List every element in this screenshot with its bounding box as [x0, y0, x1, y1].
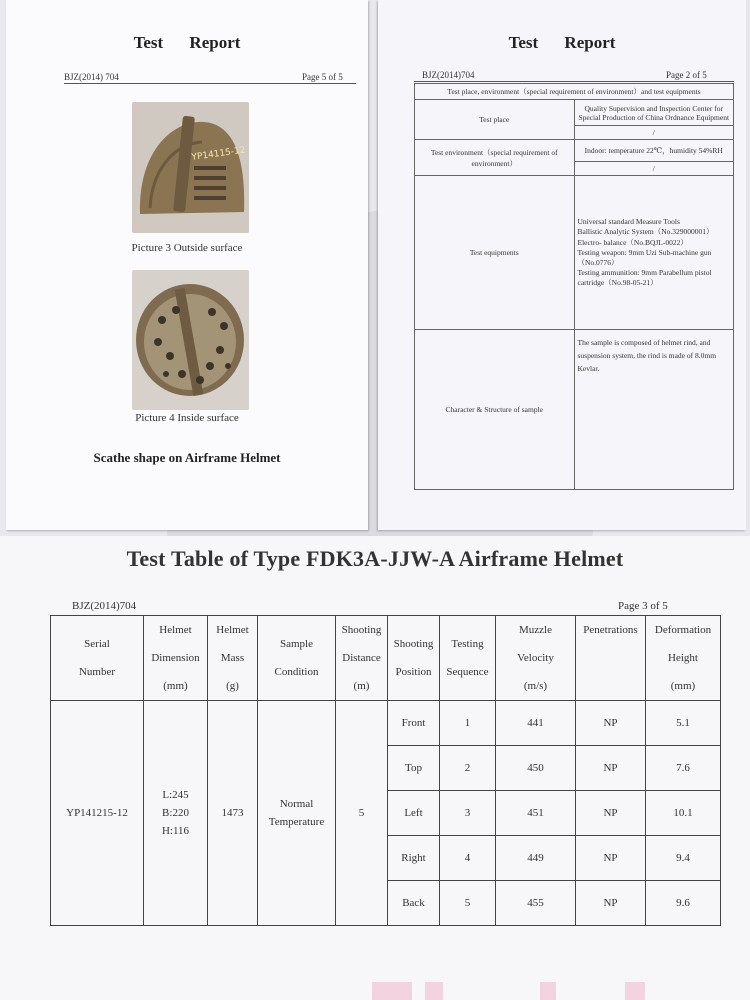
outside-surface-photo	[132, 102, 249, 233]
test-equipments-value	[574, 176, 734, 330]
header-helmet-dimension: Helmet Dimension (mm)	[144, 616, 208, 701]
penetration-cell: NP	[576, 746, 646, 791]
test-equipments-label: Test equipments	[415, 176, 575, 330]
inside-surface-photo	[132, 270, 249, 410]
header-deformation-height: Deformation Height (mm)	[646, 616, 721, 701]
picture-4-caption: Picture 4 Inside surface	[135, 412, 239, 424]
character-structure-label: Character & Structure of sample	[415, 330, 575, 490]
test-place-label: Test place	[415, 100, 575, 140]
document-number: BJZ(2014)704	[72, 600, 137, 612]
equipment-line: Universal standard Measure Tools	[577, 217, 680, 226]
header-helmet-mass: Helmet Mass (g)	[208, 616, 258, 701]
helmet-marking: YP14115-12	[191, 145, 247, 163]
position-cell: Top	[388, 746, 440, 791]
test-environment-table	[414, 83, 734, 490]
page-title: Test Report	[508, 33, 616, 52]
character-structure-value: The sample is composed of helmet rind, and suspension system, the rind is made of 8.0mm Kevlar.	[574, 330, 734, 490]
position-cell: Front	[388, 701, 440, 746]
document-number: BJZ(2014)704	[422, 70, 475, 80]
velocity-cell: 449	[496, 836, 576, 881]
test-table-title: Test Table of Type FDK3A-JJW-A Airframe Helmet	[126, 546, 624, 571]
header-sample-condition: Sample Condition	[258, 616, 336, 701]
header-serial-number: Serial Number	[51, 616, 144, 701]
serial-number-cell: YP141215-12	[51, 701, 144, 926]
page-number: Page 5 of 5	[302, 72, 343, 82]
equipment-line: Testing ammunition: 9mm Parabellum pistol cartridge（No.98-05-21）	[577, 268, 712, 287]
header-rule	[64, 83, 356, 84]
page-title: Test Report	[133, 33, 241, 52]
header-muzzle-velocity: Muzzle Velocity (m/s)	[496, 616, 576, 701]
stamp-fragment	[540, 982, 556, 1000]
page-number: Page 2 of 5	[666, 70, 707, 80]
stamp-fragment	[425, 982, 443, 1000]
header-rule	[414, 81, 734, 82]
equipment-line: Testing weapon: 9mm Uzi Sub-machine gun（No.0776）	[577, 248, 712, 267]
velocity-cell: 451	[496, 791, 576, 836]
velocity-cell: 450	[496, 746, 576, 791]
penetration-cell: NP	[576, 791, 646, 836]
dimension-cell: L:245 B:220 H:116	[144, 701, 208, 926]
header-testing-sequence: Testing Sequence	[440, 616, 496, 701]
penetration-cell: NP	[576, 881, 646, 926]
deformation-cell: 9.4	[646, 836, 721, 881]
sequence-cell: 3	[440, 791, 496, 836]
sequence-cell: 1	[440, 701, 496, 746]
deformation-cell: 9.6	[646, 881, 721, 926]
deformation-cell: 7.6	[646, 746, 721, 791]
test-results-table	[50, 615, 721, 926]
position-cell: Left	[388, 791, 440, 836]
distance-cell: 5	[336, 701, 388, 926]
sequence-cell: 5	[440, 881, 496, 926]
test-place-extra: /	[574, 126, 734, 140]
position-cell: Right	[388, 836, 440, 881]
report-page-3	[0, 536, 750, 1000]
deformation-cell: 5.1	[646, 701, 721, 746]
test-place-value: Quality Supervision and Inspection Center for Special Production of China Ordnance Equipment	[574, 100, 734, 126]
deformation-cell: 10.1	[646, 791, 721, 836]
velocity-cell: 441	[496, 701, 576, 746]
sequence-cell: 4	[440, 836, 496, 881]
picture-3-caption: Picture 3 Outside surface	[131, 242, 243, 254]
header-shooting-distance: Shooting Distance (m)	[336, 616, 388, 701]
position-cell: Back	[388, 881, 440, 926]
test-environment-extra: /	[574, 162, 734, 176]
page-number: Page 3 of 5	[618, 600, 668, 612]
header-penetrations: Penetrations	[576, 616, 646, 701]
sequence-cell: 2	[440, 746, 496, 791]
test-environment-value: Indoor: temperature 22℃，humidity 54%RH	[574, 140, 734, 162]
document-number: BJZ(2014) 704	[64, 72, 119, 82]
header-shooting-position: Shooting Position	[388, 616, 440, 701]
mass-cell: 1473	[208, 701, 258, 926]
penetration-cell: NP	[576, 836, 646, 881]
test-environment-label: Test environment（special requirement of environment）	[415, 140, 575, 176]
stamp-fragment	[625, 982, 645, 1000]
condition-cell: Normal Temperature	[258, 701, 336, 926]
table-header: Test place, environment（special requirement of environment）and test equipments	[415, 84, 734, 100]
velocity-cell: 455	[496, 881, 576, 926]
report-page-5	[6, 0, 368, 530]
equipment-line: Electro- balance（No.BQJL-0022）	[577, 238, 688, 247]
scathe-shape-heading: Scathe shape on Airframe Helmet	[93, 450, 281, 465]
report-page-2	[378, 0, 746, 530]
stamp-fragment	[372, 982, 412, 1000]
penetration-cell: NP	[576, 701, 646, 746]
equipment-line: Ballistic Analytic System（No.329000001）	[577, 227, 714, 236]
